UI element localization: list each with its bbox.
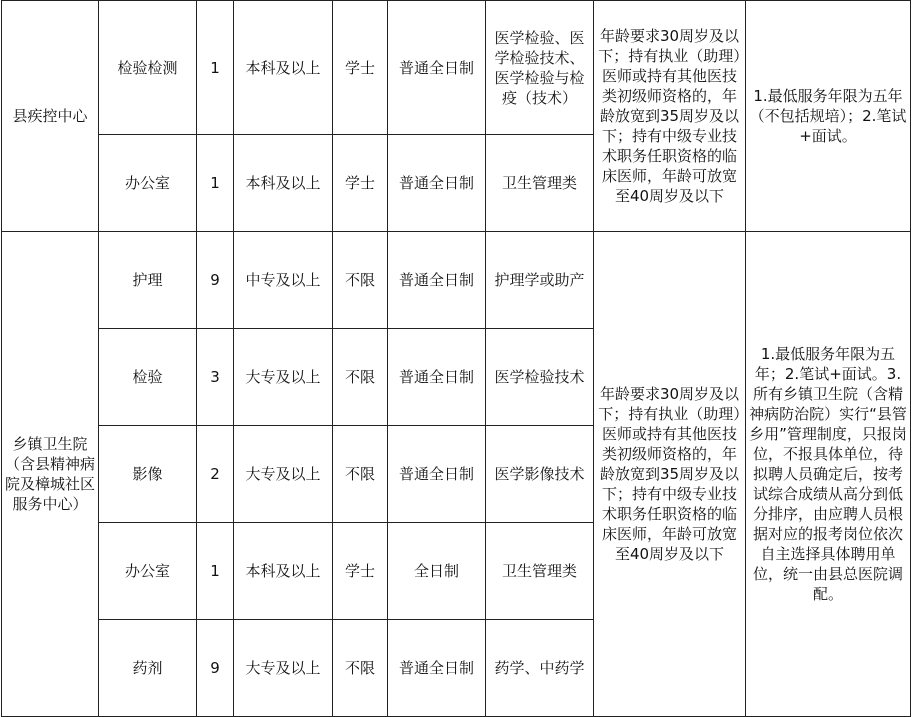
major-cell: 护理学或助产	[486, 232, 594, 329]
study-mode-cell: 普通全日制	[388, 329, 486, 426]
count-cell: 1	[197, 135, 234, 232]
age-requirement-cell: 年龄要求30周岁及以下；持有执业（助理）医师或持有其他医技类初级师资格的，年龄放宽到35周岁及以下；持有中级专业技术职务任职资格的临床医师，年龄可放宽至40周岁及以下	[594, 232, 746, 717]
unit-cell: 县疾控中心	[2, 1, 99, 232]
study-mode-cell: 普通全日制	[388, 135, 486, 232]
major-cell: 卫生管理类	[486, 523, 594, 620]
education-cell: 本科及以上	[234, 135, 333, 232]
post-cell: 影像	[99, 426, 197, 523]
study-mode-cell: 普通全日制	[388, 1, 486, 135]
degree-cell: 不限	[333, 620, 388, 717]
notes-cell: 1.最低服务年限为五年（不包括规培）；2.笔试+面试。	[746, 1, 911, 232]
post-cell: 检验	[99, 329, 197, 426]
table-row	[2, 1, 911, 135]
count-cell: 1	[197, 1, 234, 135]
education-cell: 中专及以上	[234, 232, 333, 329]
notes-cell: 1.最低服务年限为五年；2.笔试+面试。3.所有乡镇卫生院（含精神病防治院）实行“县管乡用”管理制度，只报岗位，不报具体单位，待拟聘人员确定后，按考试综合成绩从高分到低分排序，由应聘人员根据对应的报考岗位依次自主选择具体聘用单位，统一由县总医院调配。	[746, 232, 911, 717]
recruitment-table	[1, 0, 911, 717]
education-cell: 本科及以上	[234, 1, 333, 135]
count-cell: 9	[197, 232, 234, 329]
education-cell: 大专及以上	[234, 329, 333, 426]
education-cell: 大专及以上	[234, 426, 333, 523]
post-cell: 药剂	[99, 620, 197, 717]
post-cell: 办公室	[99, 523, 197, 620]
major-cell: 医学检验、医学检验技术、医学检验与检疫（技术）	[486, 1, 594, 135]
degree-cell: 学士	[333, 1, 388, 135]
study-mode-cell: 普通全日制	[388, 426, 486, 523]
study-mode-cell: 普通全日制	[388, 232, 486, 329]
count-cell: 2	[197, 426, 234, 523]
post-cell: 检验检测	[99, 1, 197, 135]
major-cell: 卫生管理类	[486, 135, 594, 232]
degree-cell: 不限	[333, 426, 388, 523]
count-cell: 1	[197, 523, 234, 620]
table-row	[2, 232, 911, 329]
education-cell: 本科及以上	[234, 523, 333, 620]
degree-cell: 学士	[333, 523, 388, 620]
post-cell: 护理	[99, 232, 197, 329]
degree-cell: 不限	[333, 329, 388, 426]
degree-cell: 学士	[333, 135, 388, 232]
unit-cell: 乡镇卫生院（含县精神病院及樟城社区服务中心）	[2, 232, 99, 717]
major-cell: 医学影像技术	[486, 426, 594, 523]
major-cell: 药学、中药学	[486, 620, 594, 717]
count-cell: 3	[197, 329, 234, 426]
education-cell: 大专及以上	[234, 620, 333, 717]
degree-cell: 不限	[333, 232, 388, 329]
count-cell: 9	[197, 620, 234, 717]
age-requirement-cell: 年龄要求30周岁及以下；持有执业（助理）医师或持有其他医技类初级师资格的，年龄放宽到35周岁及以下；持有中级专业技术职务任职资格的临床医师，年龄可放宽至40周岁及以下	[594, 1, 746, 232]
study-mode-cell: 全日制	[388, 523, 486, 620]
major-cell: 医学检验技术	[486, 329, 594, 426]
study-mode-cell: 普通全日制	[388, 620, 486, 717]
post-cell: 办公室	[99, 135, 197, 232]
